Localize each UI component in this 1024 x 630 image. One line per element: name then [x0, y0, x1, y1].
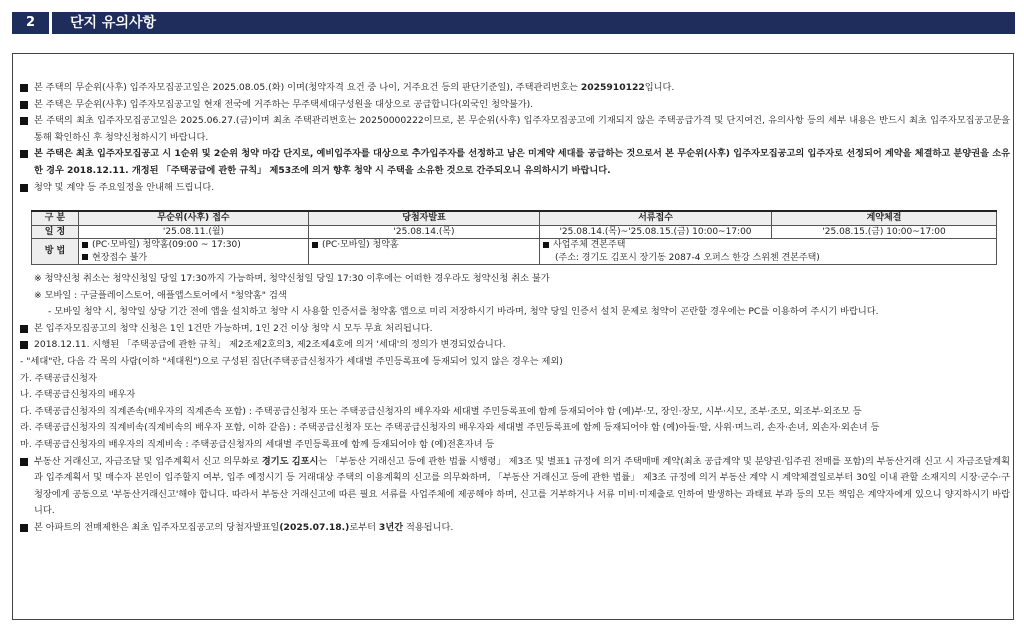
- schedule-method-row: [32, 239, 997, 265]
- row-label: 일 정: [32, 225, 79, 239]
- schedule-header: 계약체결: [772, 211, 997, 225]
- schedule-date-row: [32, 225, 997, 239]
- notice-item: 본 주택의 무순위(사후) 입주자모집공고일은 2025.08.05.(화) 이며(청약자격 요건 중 나이, 거주요건 등의 판단기준일), 주택관리번호는 2025910122입니다.: [20, 80, 1010, 97]
- schedule-method: (PC·모바일) 청약홈(09:00 ~ 17:30) 현장접수 불가: [79, 239, 309, 265]
- schedule-date: '25.08.11.(월): [79, 225, 309, 239]
- definition-item: 다. 주택공급신청자의 직계존속(배우자의 직계존속 포함) : 주택공급신청자 또는 주택공급신청자의 배우자와 세대별 주민등록표에 함께 등재되어야 함 (예)부·모, 장인·장모, 시부·시모, 조부·조모, 외조부·외조모 등: [20, 405, 862, 417]
- notice-item: 부동산 거래신고, 자금조달 및 입주계획서 신고 의무화로 경기도 김포시는 「부동산 거래신고 등에 관한 법률 시행령」 제3조 및 별표1 규정에 의거 주택매매 계약(최초 공급계약 및 분양권·입주권 전매를 포함)의 부동산거래 신고 시 자금조달계획과 입주계획서 및 매수자 본인이 입주할지 여부, 입주 예정시기 등 거래대상 주택의 이용계획의 신고를 의무화하며, 「부동산 거래신고 등에 관한 법률」 제3조 규정에 의거 부동산 계약 시 계약체결일로부터 30일 이내 관할 소재지의 시장·군수·구청장에게 공동으로 '부동산거래신고'해야 합니다. 따라서 부동산 거래신고에 따른 필요 서류를 사업주체에 제공해야 하며, 신고를 거부하거나 서류 미비·미제출로 인하여 발생하는 과태료 부과 등의 모든 책임은 계약자에게 있으니 양지하시기 바랍니다.: [20, 454, 1010, 520]
- schedule-header: 무순위(사후) 접수: [79, 211, 309, 225]
- schedule-date: '25.08.14.(목): [309, 225, 540, 239]
- definition-item: 나. 주택공급신청자의 배우자: [20, 389, 136, 401]
- note-line: ※ 모바일 : 구글플레이스토어, 애플앱스토어에서 "청약홈" 검색: [34, 289, 287, 301]
- schedule-method: 사업주체 견본주택 (주소: 경기도 김포시 장기동 2087-4 오퍼스 한강 스위첸 견본주택): [540, 239, 997, 265]
- notice-list: [20, 80, 1010, 196]
- notice-item: 본 입주자모집공고의 청약 신청은 1인 1건만 가능하며, 1인 2건 이상 청약 시 모두 무효 처리됩니다.: [20, 321, 1010, 338]
- section-title: 단지 유의사항: [70, 15, 157, 31]
- schedule-header: 서류접수: [540, 211, 772, 225]
- notice-item: 본 주택의 최초 입주자모집공고일은 2025.06.27.(금)이며 최초 주택관리번호는 20250000222이므로, 본 무순위(사후) 입주자모집공고에 기재되지 않은 주택공급가격 및 단지여건, 유의사항 등의 세부 내용은 반드시 최초 입주자모집공고문을 통해 확인하신 후 청약신청하시기 바랍니다.: [20, 113, 1010, 146]
- definition-item: 마. 주택공급신청자의 배우자의 직계비속 : 주택공급신청자의 세대별 주민등록표에 함께 등재되어야 함 (예)전혼자녀 등: [20, 438, 495, 450]
- schedule-header: 당첨자발표: [309, 211, 540, 225]
- notice-item: 본 아파트의 전매제한은 최초 입주자모집공고의 당첨자발표일(2025.07.18.)로부터 3년간 적용됩니다.: [20, 520, 1010, 537]
- schedule-date: '25.08.15.(금) 10:00~17:00: [772, 225, 997, 239]
- notice-item: 본 주택은 무순위(사후) 입주자모집공고일 현재 전국에 거주하는 무주택세대구성원을 대상으로 공급합니다(외국인 청약불가).: [20, 97, 1010, 114]
- row-label: 방 법: [32, 239, 79, 265]
- schedule-method: (PC·모바일) 청약홈: [309, 239, 540, 265]
- schedule-date: '25.08.14.(목)~'25.08.15.(금) 10:00~17:00: [540, 225, 772, 239]
- notice-list-2: [20, 271, 1010, 537]
- section-header-bar: [12, 12, 1015, 34]
- notice-item-important: 본 주택은 최초 입주자모집공고 시 1순위 및 2순위 청약 마감 단지로, 예비입주자를 대상으로 추가입주자를 선정하고 남은 미계약 세대를 공급하는 것으로서 본 무순위(사후) 입주자모집공고의 입주자로 선정되어 계약을 체결하고 분양권을 소유한 경우 2018.12.11. 개정된 「주택공급에 관한 규칙」 제53조에 의거 향후 청약 시 주택을 소유한 것으로 간주되오니 유의하시기 바랍니다.: [20, 146, 1010, 179]
- schedule-table: [31, 210, 997, 265]
- note-line: - 모바일 청약 시, 청약일 상당 기간 전에 앱을 설치하고 청약 시 사용할 인증서를 청약홈 앱으로 미리 저장하시기 바라며, 청약 당일 인증서 설치 문제로 청약이 곤란할 경우에는 PC를 이용하여 주시기 바랍니다.: [48, 306, 879, 318]
- note-line: ※ 청약신청 취소는 청약신청일 당일 17:30까지 가능하며, 청약신청일 당일 17:30 이후에는 어떠한 경우라도 청약신청 취소 불가: [34, 273, 550, 284]
- definition-item: 라. 주택공급신청자의 직계비속(직계비속의 배우자 포함, 이하 같음) : 주택공급신청자 또는 주택공급신청자의 배우자와 세대별 주민등록표에 함께 등재되어야 함 (예)아들·딸, 사위·며느리, 손자·손녀, 외손자·외손녀 등: [20, 422, 880, 434]
- schedule-header: 구 분: [32, 211, 79, 225]
- notice-item: 2018.12.11. 시행된 「주택공급에 관한 규칙」 제2조제2호의3, 제2조제4호에 의거 '세대'의 정의가 변경되었습니다.: [20, 337, 1010, 354]
- definition-line: - "세대"란, 다음 각 목의 사람(이하 "세대원")으로 구성된 집단(주택공급신청자가 세대별 주민등록표에 등재되어 있지 않은 경우는 제외): [20, 355, 563, 367]
- notice-item: 청약 및 계약 등 주요일정을 안내해 드립니다.: [20, 180, 1010, 197]
- definition-item: 가. 주택공급신청자: [20, 372, 97, 384]
- section-number: 2: [12, 12, 52, 34]
